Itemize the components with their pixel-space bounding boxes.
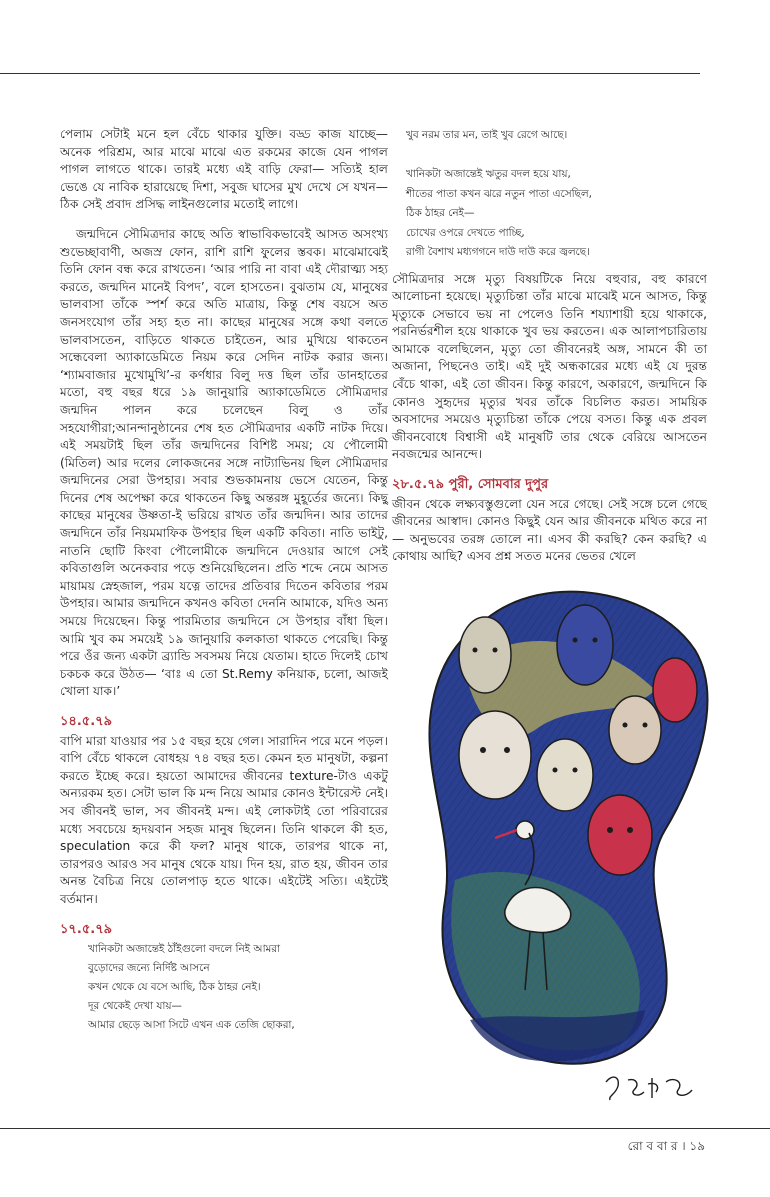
poem-line: খুব নরম তার মন, তাই খুব রেগে আছে।: [406, 129, 568, 141]
poem-line: আমার ছেড়ে আসা সিটে এখন এক তেজি ছোকরা,: [88, 1019, 295, 1032]
poem-line: কখন থেকে যে বসে আছি, ঠিক ঠাহর নেই।: [88, 981, 261, 994]
left-paragraph-1: পেলাম সেটাই মনে হল বেঁচে থাকার যুক্তি। বড্ড কাজ যাচ্ছে— অনেক পরিশ্রম, আর মাঝে মাঝে এত রকমের কাজে যেন পাগল পাগল লাগতে থাকে। তারই মধ্যে এই বাড়ি ফেরা— সত্যিই হাল ভেঙে যে নাবিক হারায়েছে দিশা, সবুজ ঘাসের মুখ দেখে সে যখন— ঠিক সেই প্রবাদ প্রসিদ্ধ লাইনগুলোর মতোই লাগে।: [60, 127, 388, 212]
face-7: [588, 795, 652, 875]
sketch-illustration: [425, 580, 715, 1068]
poem-line: বুড়োদের জন্যে নির্দিষ্ট আসনে: [88, 962, 210, 975]
right-column: [392, 126, 707, 566]
face-1: [459, 617, 511, 693]
face-4: [537, 739, 593, 811]
poem-line: রাগী বৈশাখ মধ্যগগনে দাউ দাউ করে জ্বলছে।: [406, 246, 590, 258]
poem-line: ঠিক ঠাহর নেই—: [406, 207, 475, 219]
poem-line: শীতের পাতা কখন ঝরে নতুন পাতা এসেছিল,: [406, 187, 592, 200]
page-folio: রো ব বা র । ১৯: [627, 1139, 705, 1153]
right-paragraph-2: জীবন থেকে লক্ষ্যবস্তুগুলো যেন সরে গেছে। সেই সঙ্গে চলে গেছে জীবনের আস্বাদ। কোনও কিছুই যেন আর জীবনকে মথিত করে না— অনুভবের তরঙ্গ তোলে না। এসব কী করছি? কেন করছি? এ কোথায় আছি? এসব প্রশ্ন সতত মনের ভেতর খেলে: [392, 496, 707, 564]
poem-line: [406, 146, 707, 166]
top-rule: [0, 73, 700, 74]
face-2: [557, 605, 613, 685]
face-6: [653, 658, 697, 722]
face-3: [459, 711, 531, 799]
poem-line: চোখের ওপরে দেখতে পাচ্ছি,: [406, 226, 525, 239]
right-paragraph-1: সৌমিত্রদার সঙ্গে মৃত্যু বিষয়টিকে নিয়ে বহুবার, বহু কারণে আলোচনা হয়েছে। মৃত্যুচিন্তা তাঁর মাঝে মাঝেই মনে আসত, কিন্তু মৃত্যুকে সেভাবে ভয় না পেলেও তিনি শয্যাশায়ী হয়ে থাকাকে, পরনির্ভরশীল হয়ে থাকাকে খুব ভয় করতেন। এক আলাপচারিতায় আমাকে বলেছিলেন, মৃত্যু তো জীবনেরই অঙ্গ, সামনে কী তা অজানা, পিছনেও তাই। এই দুই অন্ধকারের মধ্যে এই যে দুরন্ত বেঁচে থাকা, এই তো জীবন। কিন্তু কারণে, অকারণে, জন্মদিনে কি কোনও সুহৃদের মৃত্যুর খবর তাঁকে বিচলিত করত। সাময়িক অবসাদের সময়েও মৃত্যুচিন্তা তাঁকে পেয়ে বসত। কিন্তু এক প্রবল জীবনবোধে বিশ্বাসী এই মানুষটি তার থেকে বেরিয়ে আসতেন নবজন্মের আনন্দে।: [392, 271, 707, 462]
entry-date-2: ১৭.৫.৭৯: [60, 921, 113, 937]
left-column: [60, 126, 388, 1035]
entry-date-3: ২৮.৫.৭৯ পুরী, সোমবার দুপুর: [392, 477, 549, 493]
artist-signature: [600, 1070, 700, 1106]
entry-date-1: ১৪.৫.৭৯: [60, 714, 113, 729]
right-poem: [392, 126, 707, 263]
left-paragraph-2: জন্মদিনে সৌমিত্রদার কাছে অতি স্বাভাবিকভাবেই আসত অসংখ্য শুভেচ্ছাবাণী, অজস্র ফোন, রাশি রাশি ফুলের স্তবক। মাঝেমাঝেই তিনি ফোন বন্ধ করে রাখতেন। ‘আর পারি না বাবা এই দৌরাত্ম্য সহ্য করতে, জন্মদিন মানেই বিপদ’, বলে হাসতেন। বুঝতাম যে, মানুষের ভালবাসা তাঁকে স্পর্শ করে অতি মাত্রায়, কিন্তু শেষ বয়সে অত জনসংযোগ তাঁর সহ্য হত না। কাছের মানুষের সঙ্গে কথা বলতে ভালবাসতেন, বাড়িতে থাকতে চাইতেন, আর মুখিয়ে থাকতেন সন্ধেবেলা অ্যাকাডেমিতে নিয়ম করে সেদিন নাটক করার জন্য। ‘শ্যামবাজার মুখোমুখি’-র কর্ণধার বিলু দত্ত ছিল তাঁর ডানহাতের মতো, বহু বছর ধরে ১৯ জানুয়ারি অ্যাকাডেমিতে সৌমিত্রদার জন্মদিন পালন করে চলেছেন বিলু ও তাঁর সহযোগীরা;আনন্দানুষ্ঠানের শেষ হত সৌমিত্রদার একটি নাটক দিয়ে। এই সময়টাই ছিল তাঁর জন্মদিনের বিশিষ্ট সময়; যে পৌলোমী (মিতিল) আর দলের লোকজনের সঙ্গে নাট্যাভিনয় ছিল সৌমিত্রদার জন্মদিনের সেরা উপহার। সবার শুভকামনায় ভেসে যেতেন, কিন্তু দিনের শেষ অপেক্ষা করে থাকতেন কিছু অন্তরঙ্গ মুহূর্তের জন্যে। কিছু কাছের মানুষের উষ্ণতা-ই ভরিয়ে রাখত তাঁর জন্মদিন। আর তাদের জন্মদিনে তাঁর নিয়মমাফিক উপহার ছিল একটি কবিতা। নাতি ভাইটু, নাতনি ছোটি কিংবা পৌলোমীকে জন্মদিনে দেওয়ার আগে সেই কবিতাগুলি অনেকবার পড়ে শুনিয়েছিলেন। প্রতি শব্দে নেমে আসত মায়াময় স্নেহজাল, পরম যত্নে তাদের প্রতিবার দিতেন কবিতার পরম উপহার। আমার জন্মদিনে কখনও কবিতা দেননি আমাকে, যদিও অন্য সময়ে দিয়েছেন। কিন্তু পারমিতার জন্মদিনে সে উপহার বাঁধা ছিল। আমি খুব কম সময়েই ১৯ জানুয়ারি কলকাতা থাকতে পেরেছি। কিন্তু পরে ওঁর জন্য একটা ব্র্যান্ডি সবসময় নিয়ে যেতাম। হাতে দিলেই চোখ চকচক করে উঠত— ‘বাঃ এ তো St.Remy কনিয়াক, চলো, আজই খোলা যাক।’: [60, 226, 388, 699]
face-5: [609, 696, 661, 764]
poem-line: খানিকটা অজান্তেই ঋতুর বদল হয়ে যায়,: [406, 168, 571, 180]
left-paragraph-3: বাপি মারা যাওয়ার পর ১৫ বছর হয়ে গেল। সারাদিন পরে মনে পড়ল। বাপি বেঁচে থাকলে বোধহয় ৭৪ বছর হত। কেমন হত মানুষটা, কল্পনা করতে ইচ্ছে করে। হয়তো আমাদের জীবনের texture-টাও একটু অন্যরকম হত। সেটা ভাল কি মন্দ নিয়ে আমার কোনও ইন্টারেস্ট নেই। সব জীবনই ভাল, সব জীবনই মন্দ। এই লোকটাই তো পরিবারের মধ্যে সবচেয়ে হৃদয়বান সহজ মানুষ ছিলেন। তিনি থাকলে কী হত, speculation করে কী ফল? মানুষ থাকে, তারপর থাকে না, তারপরও আরও সব মানুষ থেকে যায়। দিন হয়, রাত হয়, জীবন তার অনন্ত বৈচিত্র নিয়ে তোলপাড় হতে থাকে। এইটেই সত্যি। এইটেই বর্তমান।: [60, 733, 388, 906]
poem-line: দূর থেকেই দেখা যায়—: [88, 1000, 182, 1013]
left-poem: [60, 940, 388, 1035]
poem-line: খানিকটা অজান্তেই ঠাঁইগুলো বদলে নিই আমরা: [88, 943, 280, 956]
bottom-rule: [0, 1128, 770, 1129]
